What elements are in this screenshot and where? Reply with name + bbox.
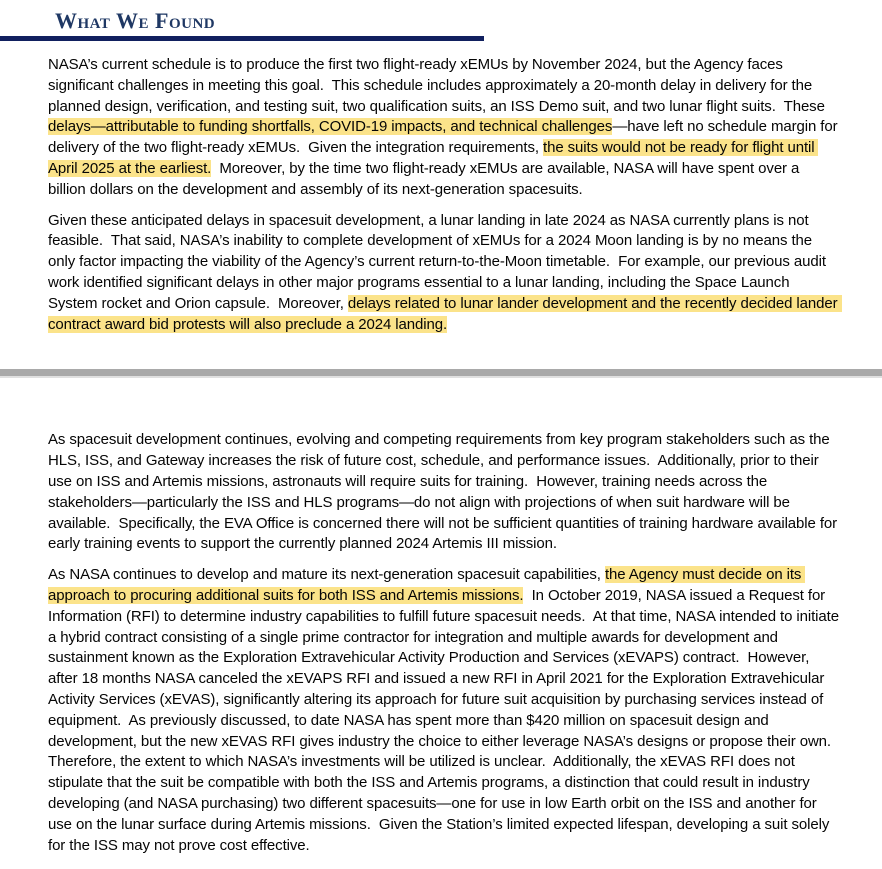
highlighted-text: the Agency must decide on its approach to procuring additional suits for both ISS and Artemis missions. bbox=[48, 566, 806, 604]
section-heading: What We Found bbox=[55, 8, 216, 33]
body-text: Given these anticipated delays in spacesuit development, a lunar landing in late 2024 as NASA currently plans is not feasible. That said, NASA’s inability to complete development of xEMUs for a 2024 Moon landing is by no means the only factor impacting the viability of the Agency’s current return-to-the-Moon timetable. For example, our previous audit work identified significant delays in other major programs essential to a lunar landing, including the Space Launch System rocket and Orion capsule. Moreover, bbox=[48, 211, 830, 312]
body-text: —have left no schedule margin for delivery of the two flight-ready xEMUs. Given the integration requirements, bbox=[48, 118, 842, 157]
body-text: Moreover, by the time two flight-ready xEMUs are available, NASA will have spent over a billion dollars on the development and assembly of its next-generation spacesuits. bbox=[48, 159, 804, 198]
paragraph bbox=[48, 430, 840, 555]
highlighted-text: delays related to lunar lander development and the recently decided lander contract award bid protests will also preclude a 2024 landing. bbox=[48, 294, 842, 333]
highlighted-text: delays—attributable to funding shortfalls, COVID-19 impacts, and technical challenges bbox=[48, 118, 613, 136]
body-text: NASA’s current schedule is to produce the first two flight-ready xEMUs by November 2024, but the Agency faces significant challenges in meeting this goal. This schedule includes approximately a 20-month delay in delivery for the planned design, verification, and testing suit, two qualification suits, an ISS Demo suit, and two lunar flight suits. These bbox=[48, 56, 829, 115]
paragraph bbox=[48, 211, 840, 336]
heading-rule bbox=[0, 36, 484, 41]
body-text: In October 2019, NASA issued a Request for Information (RFI) to determine industry capabilities to fulfill future spacesuit needs. At that time, NASA intended to initiate a hybrid contract consisting of a single prime contractor for integration and multiple awards for development and sustainment known as the Exploration Extravehicular Activity Production and Services (xEVAPS) contract. However, after 18 months NASA canceled the xEVAPS RFI and issued a new RFI in April 2021 for the Exploration Extravehicular Activity Services (xEVAS), significantly altering its approach for future suit acquisition by purchasing services instead of equipment. As previously discussed, to date NASA has spent more than $420 million on spacesuit design and development, but the new xEVAS RFI gives industry the choice to either leverage NASA’s designs or propose their own. Therefore, the extent to which NASA’s investments will be utilized is unclear. Additionally, the xEVAS RFI does not stipulate that the suit be compatible with both the ISS and Artemis programs, a distinction that could result in industry developing (and NASA purchasing) two different spacesuits—one for use in low Earth orbit on the ISS and another for use on the lunar surface during Artemis missions. Given the Station’s limited expected lifespan, developing a suit solely for the ISS may not prove cost effective. bbox=[48, 586, 844, 854]
page-2-body bbox=[48, 430, 844, 856]
highlighted-text: the suits would not be ready for flight until April 2025 at the earliest. bbox=[48, 139, 818, 177]
body-text: As spacesuit development continues, evolving and competing requirements from key program stakeholders such as the HLS, ISS, and Gateway increases the risk of future cost, schedule, and performance issues. Additionally, prior to their use on ISS and Artemis missions, astronauts will require suits for training. However, training needs across the stakeholders—particularly the ISS and HLS programs—do not align with projections of when suit hardware will be available. Specifically, the EVA Office is concerned there will not be sufficient quantities of training hardware available for early training events to support the currently planned 2024 Artemis III mission. bbox=[48, 431, 842, 553]
page-1-body bbox=[48, 55, 840, 335]
paragraph bbox=[48, 565, 844, 856]
page-break-divider bbox=[0, 369, 882, 378]
paragraph bbox=[48, 55, 840, 201]
body-text: As NASA continues to develop and mature its next-generation spacesuit capabilities, bbox=[48, 566, 605, 584]
